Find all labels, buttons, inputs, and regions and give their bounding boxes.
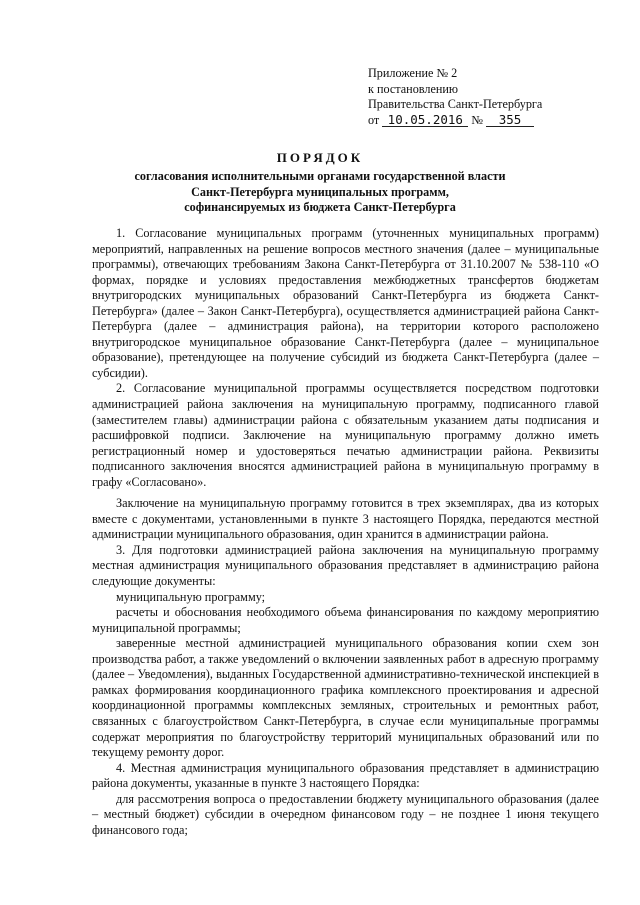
paragraph-3-item-2: расчеты и обоснования необходимого объема финансирования по каждому мероприятию муниципальной программы; — [92, 605, 599, 635]
paragraph-1: 1. Согласование муниципальных программ (уточненных муниципальных программ) мероприятий, направленных на решение вопросов местного значения (далее – муниципальные программы), отвечающих требованиям Закона Санкт-Петербурга от 31.10.2007 № 538-110 «О формах, порядке и условиях предоставления межбюджетных трансфертов бюджетам внутригородских муниципальных образований Санкт-Петербурга из бюджета Санкт-Петербурга» (далее – Закон Санкт-Петербурга), осуществляется администрацией района Санкт-Петербурга (далее – администрация района), на территории которого расположено внутригородское муниципальное образование Санкт-Петербурга (далее – муниципальное образование), претендующее на получение субсидий из бюджета Санкт-Петербурга (далее – субсидии). — [92, 226, 599, 380]
decree-number: 355 — [486, 113, 534, 127]
number-prefix: № — [471, 112, 483, 127]
date-prefix: от — [368, 112, 380, 127]
appendix-number: Приложение № 2 — [368, 66, 458, 80]
paragraph-2: 2. Согласование муниципальной программы осуществляется посредством подготовки администрацией района заключения на муниципальную программу, подписанного главой (заместителем главы) администрации района с обязательным указанием даты подписания и расшифровкой подписи. Заключение на муниципальную программу должно иметь регистрационный номер и удостоверяться печатью администрации района. Реквизиты подписанного заключения вносятся администрацией района в муниципальную программу в графу «Согласовано». — [92, 381, 599, 489]
paragraph-3: 3. Для подготовки администрацией района заключения на муниципальную программу местная администрация муниципального образования представляет в администрацию района следующие документы: — [92, 542, 599, 589]
appendix-date-row — [368, 113, 542, 129]
decree-date: 10.05.2016 — [382, 113, 468, 127]
appendix-issuer: Правительства Санкт-Петербурга — [368, 97, 543, 111]
subtitle-line: софинансируемых из бюджета Санкт-Петербурга — [184, 200, 456, 214]
subtitle-line: согласования исполнительными органами государственной власти — [134, 169, 506, 183]
subtitle-line: Санкт-Петербурга муниципальных программ, — [191, 184, 449, 199]
document-body — [92, 226, 599, 838]
paragraph-3-item-1: муниципальную программу; — [116, 589, 266, 604]
appendix-block — [368, 66, 542, 128]
appendix-reference: к постановлению — [368, 81, 459, 96]
paragraph-4: 4. Местная администрация муниципального образования представляет в администрацию района документы, указанные в пункте 3 настоящего Порядка: — [92, 760, 599, 791]
paragraph-2-continued: Заключение на муниципальную программу готовится в трех экземплярах, два из которых вместе с документами, установленными в пункте 3 настоящего Порядка, передаются местной администрации муниципального образования, один хранится в администрации района. — [92, 496, 599, 542]
document-title: ПОРЯДОК — [276, 150, 364, 165]
document-subtitle — [100, 169, 540, 216]
paragraph-3-item-3: заверенные местной администрацией муниципального образования копии схем зон производства работ, а также уведомлений о включении заявленных работ в адресную программу (далее – Уведомления), выданных Государственной административно-технической инспекцией в рамках формирования координационного графика комплексного проектирования и адресной координационной программы комплексных земляных, строительных и ремонтных работ, связанных с благоустройством Санкт-Петербурга, в случае если муниципальные программы содержат мероприятия по благоустройству территорий муниципальных образований или по текущему ремонту дорог. — [92, 636, 599, 760]
paragraph-4-item-1: для рассмотрения вопроса о предоставлении бюджету муниципального образования (далее – местный бюджет) субсидии в очередном финансовом году – не позднее 1 июня текущего финансового года; — [92, 791, 599, 837]
